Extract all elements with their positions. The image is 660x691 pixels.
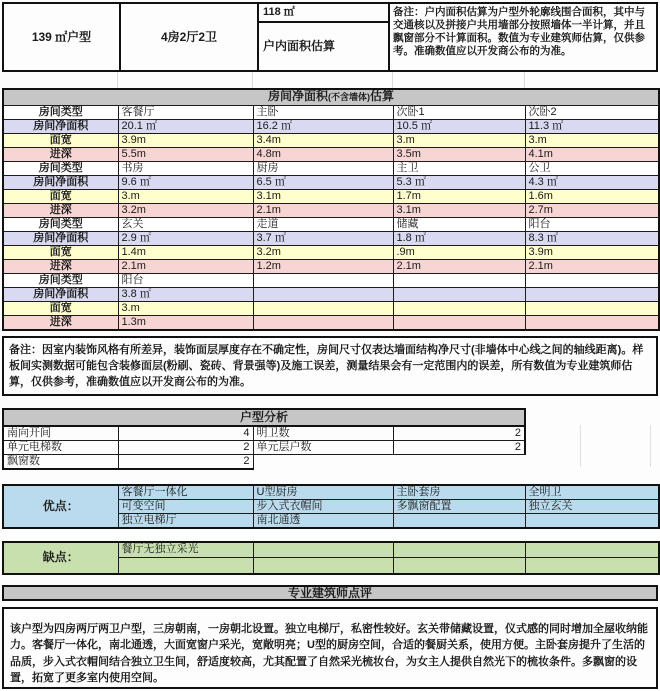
table-row: [3, 440, 525, 454]
room-depth-cell: [525, 315, 659, 330]
room-area-cell: 3.8 ㎡: [118, 287, 253, 301]
table-row: [3, 105, 659, 119]
room-width-cell: 1.7m: [393, 189, 525, 203]
row-label: 房间类型: [3, 105, 118, 119]
room-type-cell: 厨房: [253, 161, 393, 175]
row-label: 房间净面积: [3, 287, 118, 301]
room-area-cell: 8.3 ㎡: [525, 231, 659, 245]
table-row: [3, 301, 659, 315]
cons-item-cell: [525, 558, 659, 574]
room-depth-cell: 3.5m: [393, 147, 525, 161]
pros-item-cell: 客餐厅一体化: [118, 485, 253, 500]
room-area-cell: 9.6 ㎡: [118, 175, 253, 189]
unit-size-cell: 139 ㎡户型: [3, 3, 120, 71]
room-type-cell: [525, 273, 659, 287]
table-row: [3, 287, 659, 301]
room-width-cell: [393, 301, 525, 315]
cons-item-cell: 餐厅无独立采光: [118, 542, 253, 558]
pros-item-cell: 步入式衣帽间: [253, 499, 393, 513]
cons-table: [2, 541, 660, 575]
room-area-cell: 2.9 ㎡: [118, 231, 253, 245]
room-area-cell: 5.3 ㎡: [393, 175, 525, 189]
room-type-cell: [393, 273, 525, 287]
cons-label: 缺点：: [3, 542, 118, 574]
room-depth-cell: [253, 315, 393, 330]
row-label: 房间类型: [3, 161, 118, 175]
pros-item-cell: 主卧套房: [393, 485, 525, 500]
row-label: 房间类型: [3, 273, 118, 287]
room-type-cell: 书房: [118, 161, 253, 175]
row-label: 进深: [3, 315, 118, 330]
area-table-title: 房间净面积(不含墙体)估算: [3, 89, 659, 105]
room-type-cell: 走道: [253, 217, 393, 231]
analysis-value: 2: [118, 454, 253, 469]
pros-item-cell: 独立玄关: [525, 499, 659, 513]
analysis-value: 2: [393, 440, 525, 454]
table-row: [3, 147, 659, 161]
table-row: [3, 273, 659, 287]
grid-gap: [2, 72, 658, 88]
empty-cell: [393, 454, 525, 469]
inner-area-value: 118 ㎡: [259, 4, 388, 23]
table-row: [3, 454, 525, 469]
room-area-cell: 1.8 ㎡: [393, 231, 525, 245]
room-depth-cell: 2.1m: [118, 259, 253, 273]
room-depth-cell: 4.8m: [253, 147, 393, 161]
review-content: 该户型为四房两厅两卫户型，三房朝南，一房朝北设置。独立电梯厅，私密性较好。玄关带储藏设置，仪式感的同时增加全屋收纳能力。客餐厅一体化，南北通透，大面宽窗户采光，宽敞明亮；U型的厨房空间，合适的餐厨关系，使用方便。主卧套房提升了生活的品质，步入式衣帽间结合独立卫生间，舒适度较高，尤其配置了自然采光梳妆台，为女主人提供自然光下的梳妆条件。多飘窗的设置，拓宽了更多室内使用空间。: [2, 607, 658, 689]
table-row: [3, 175, 659, 189]
room-type-cell: 公卫: [525, 161, 659, 175]
pros-item-cell: [525, 513, 659, 528]
table-row: [3, 259, 659, 273]
analysis-table: [2, 408, 526, 470]
gridline: [580, 425, 581, 467]
pros-label: 优点：: [3, 485, 118, 528]
analysis-title: 户型分析: [3, 409, 525, 426]
cons-item-cell: [393, 558, 525, 574]
room-width-cell: 3.m: [118, 301, 253, 315]
cons-item-cell: [118, 558, 253, 574]
pros-item-cell: 独立电梯厅: [118, 513, 253, 528]
row-label: 进深: [3, 147, 118, 161]
table-row: [3, 485, 659, 500]
pros-table: [2, 484, 660, 529]
analysis-value: 2: [118, 440, 253, 454]
analysis-value: 2: [393, 426, 525, 441]
review-title: 专业建筑师点评: [2, 585, 658, 601]
area-table: [2, 88, 660, 331]
room-area-cell: 10.5 ㎡: [393, 119, 525, 133]
table-row: [3, 542, 659, 558]
room-type-cell: 次卧1: [393, 105, 525, 119]
pros-item-cell: 可变空间: [118, 499, 253, 513]
row-label: 房间净面积: [3, 175, 118, 189]
pros-item-cell: U型厨房: [253, 485, 393, 500]
row-label: 面宽: [3, 189, 118, 203]
inner-area-label: 户内面积估算: [263, 39, 336, 53]
row-label: 进深: [3, 203, 118, 217]
measurement-note: 备注：因室内装饰风格有所差异，装饰面层厚度存在不确定性，房间尺寸仅表达墙面结构净尺寸(非墙体中心线之间的轴线距离)。样板间实测数据可能包含装修面层(粉刷、瓷砖、背景强等)及施工误差，测量结果会有一定范围内的误差，所有数值为专业建筑师估算，仅供参考，准确数值应以开发商公布的为准。: [2, 336, 658, 396]
room-type-cell: 玄关: [118, 217, 253, 231]
room-width-cell: 3.4m: [253, 133, 393, 147]
row-label: 房间净面积: [3, 119, 118, 133]
analysis-label: 飘窗数: [3, 454, 118, 469]
room-type-cell: 阳台: [525, 217, 659, 231]
room-area-cell: 4.3 ㎡: [525, 175, 659, 189]
table-row: [3, 119, 659, 133]
top-header-table: [2, 2, 658, 72]
room-width-cell: 3.1m: [253, 189, 393, 203]
room-area-cell: 11.3 ㎡: [525, 119, 659, 133]
pros-item-cell: 南北通透: [253, 513, 393, 528]
row-label: 面宽: [3, 245, 118, 259]
room-depth-cell: 2.1m: [393, 259, 525, 273]
table-row: [3, 217, 659, 231]
analysis-section: [2, 408, 658, 470]
room-area-cell: [393, 287, 525, 301]
room-width-cell: 3.9m: [525, 245, 659, 259]
room-area-cell: 3.7 ㎡: [253, 231, 393, 245]
room-width-cell: 1.4m: [118, 245, 253, 259]
room-depth-cell: 4.1m: [525, 147, 659, 161]
room-width-cell: 1.6m: [525, 189, 659, 203]
table-row: [3, 189, 659, 203]
room-area-cell: [253, 287, 393, 301]
analysis-label: 单元层户数: [253, 440, 393, 454]
analysis-value: 4: [118, 426, 253, 441]
gridline: [650, 425, 651, 467]
room-area-cell: 16.2 ㎡: [253, 119, 393, 133]
cons-item-cell: [393, 542, 525, 558]
room-width-cell: [525, 301, 659, 315]
room-type-cell: 主卫: [393, 161, 525, 175]
table-row: [3, 161, 659, 175]
room-depth-cell: 5.5m: [118, 147, 253, 161]
table-row: [3, 315, 659, 330]
row-label: 面宽: [3, 301, 118, 315]
row-label: 面宽: [3, 133, 118, 147]
room-width-cell: 3.m: [118, 189, 253, 203]
cons-item-cell: [253, 558, 393, 574]
table-row: [3, 133, 659, 147]
analysis-label: 明卫数: [253, 426, 393, 441]
room-width-cell: 3.m: [525, 133, 659, 147]
room-type-cell: 储藏: [393, 217, 525, 231]
unit-layout-cell: 4房2厅2卫: [120, 3, 258, 71]
room-depth-cell: [393, 315, 525, 330]
room-depth-cell: 3.2m: [118, 203, 253, 217]
cons-item-cell: [253, 542, 393, 558]
room-width-cell: 3.9m: [118, 133, 253, 147]
room-type-cell: 主卧: [253, 105, 393, 119]
room-depth-cell: 1.2m: [253, 259, 393, 273]
analysis-label: 南向开间: [3, 426, 118, 441]
table-row: [3, 231, 659, 245]
room-depth-cell: 2.1m: [253, 203, 393, 217]
pros-item-cell: [393, 513, 525, 528]
row-label: 房间类型: [3, 217, 118, 231]
room-depth-cell: 2.7m: [525, 203, 659, 217]
row-label: 房间净面积: [3, 231, 118, 245]
table-row: [3, 426, 525, 441]
room-depth-cell: 3.1m: [393, 203, 525, 217]
room-width-cell: .9m: [393, 245, 525, 259]
room-depth-cell: 2.1m: [525, 259, 659, 273]
cons-item-cell: [525, 542, 659, 558]
room-type-cell: 阳台: [118, 273, 253, 287]
pros-item-cell: 多飘窗配置: [393, 499, 525, 513]
table-row: [3, 245, 659, 259]
table-row: [3, 203, 659, 217]
top-remark: 备注：户内面积估算为户型外轮廓线围合面积，其中与交通核以及拼接户共用墙部分按照墙体一半计算，并且飘窗部分不计算面积。数值为专业建筑师估算，仅供参考。准确数值应以开发商公布的为准。: [389, 3, 657, 71]
room-width-cell: 3.2m: [253, 245, 393, 259]
inner-area-cell: [258, 3, 389, 71]
room-type-cell: 次卧2: [525, 105, 659, 119]
room-area-cell: [525, 287, 659, 301]
pros-item-cell: 全明卫: [525, 485, 659, 500]
room-area-cell: 6.5 ㎡: [253, 175, 393, 189]
empty-cell: [253, 454, 393, 469]
room-depth-cell: 1.3m: [118, 315, 253, 330]
row-label: 进深: [3, 259, 118, 273]
room-width-cell: 3.m: [393, 133, 525, 147]
room-type-cell: [253, 273, 393, 287]
room-type-cell: 客餐厅: [118, 105, 253, 119]
room-width-cell: [253, 301, 393, 315]
analysis-label: 单元电梯数: [3, 440, 118, 454]
room-area-cell: 20.1 ㎡: [118, 119, 253, 133]
